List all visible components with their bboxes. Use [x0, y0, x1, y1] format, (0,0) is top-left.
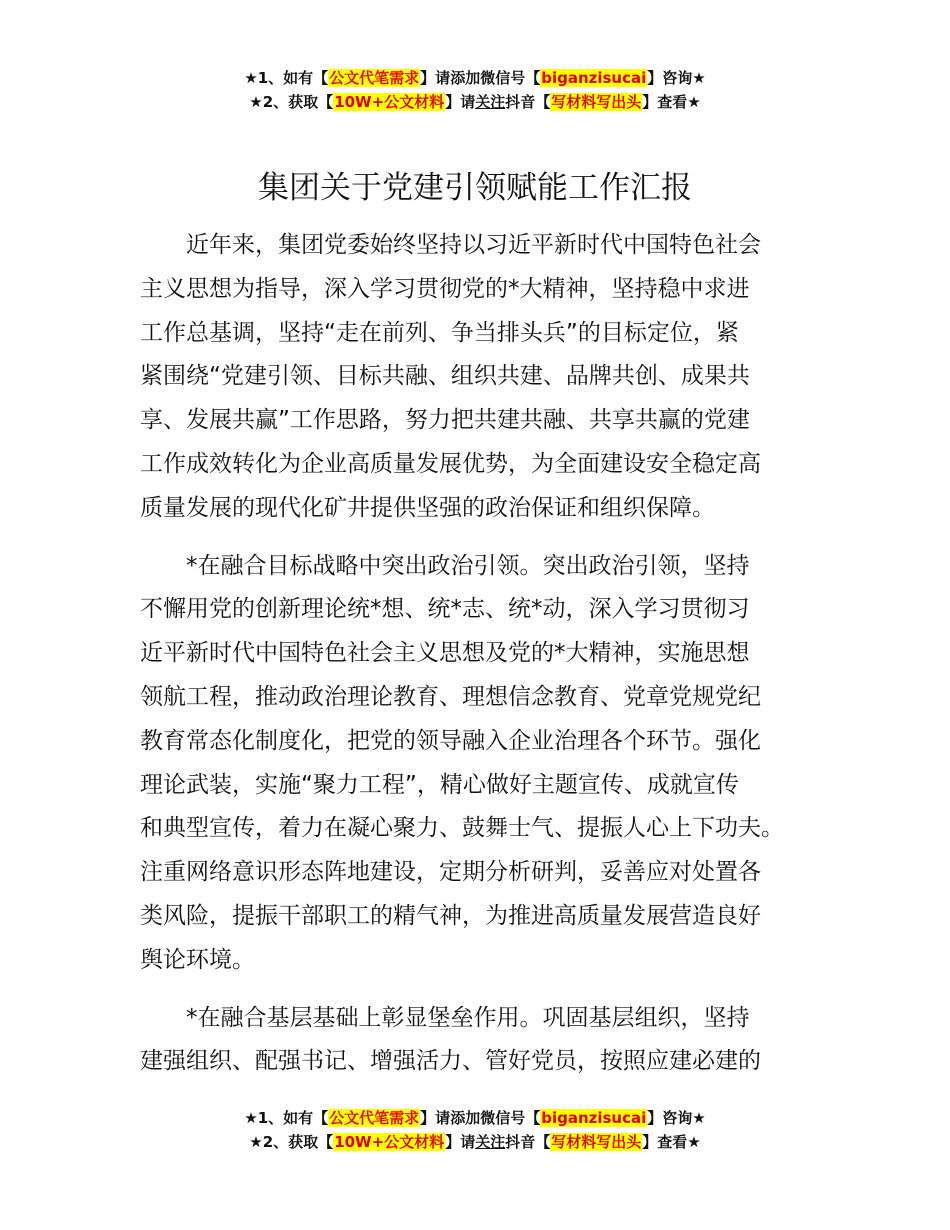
footer-line-2-middle-2: 抖音【	[505, 1133, 551, 1151]
paragraph-line: *在融合目标战略中突出政治引领。突出政治引领，坚持	[186, 552, 750, 579]
paragraph-line: 舆论环境。	[140, 946, 255, 973]
paragraph-line: 建强组织、配强书记、增强活力、管好党员，按照应建必建的	[140, 1048, 761, 1075]
paragraph-line: 理论武装，实施“聚力工程”，精心做好主题宣传、成就宣传	[140, 771, 739, 798]
footer-highlight-wechat-id: biganzisucai	[541, 1109, 647, 1127]
paragraph-political-leadership	[140, 545, 820, 983]
header-line-1-suffix: 】咨询★	[647, 69, 706, 87]
paragraph-line: 近平新时代中国特色社会主义思想及党的*大精神，实施思想	[140, 640, 750, 667]
header-line-2-middle-2: 抖音【	[505, 93, 551, 111]
header-line-1-middle: 】请	[420, 69, 451, 87]
paragraph-line: 类风险，提振干部职工的精气神，为推进高质量发展营造良好	[140, 902, 761, 929]
footer-line-1-middle: 】请	[420, 1109, 451, 1127]
footer-line-1-middle-2: 微信号【	[480, 1109, 541, 1127]
footer-highlight-douyin: 写材料写出头	[551, 1133, 642, 1151]
header-highlight-douyin: 写材料写出头	[551, 93, 642, 111]
header-line-2-underlined: 关注	[475, 93, 506, 111]
paragraph-line: 和典型宣传，着力在凝心聚力、鼓舞士气、提振人心上下功夫。	[140, 815, 784, 842]
header-line-2-prefix: ★2、获取【	[249, 93, 334, 111]
header-highlight-materials: 10W+公文材料	[334, 93, 445, 111]
header-line-1-middle-2: 微信号【	[480, 69, 541, 87]
footer-line-2-suffix: 】查看★	[642, 1133, 701, 1151]
document-body	[140, 224, 820, 1098]
paragraph-line: 教育常态化制度化，把党的领导融入企业治理各个环节。强化	[140, 727, 761, 754]
header-banner	[0, 66, 950, 114]
paragraph-line: 质量发展的现代化矿井提供坚强的政治保证和组织保障。	[140, 494, 715, 521]
paragraph-line: 紧围绕“党建引领、目标共融、组织共建、品牌共创、成果共	[140, 363, 750, 390]
paragraph-intro	[140, 224, 820, 531]
header-line-1-bold-word: 添加	[450, 69, 481, 87]
footer-line-2	[0, 1130, 950, 1154]
header-line-2-suffix: 】查看★	[642, 93, 701, 111]
header-line-2	[0, 90, 950, 114]
paragraph-line: 工作总基调，坚持“走在前列、争当排头兵”的目标定位，紧	[140, 319, 739, 346]
header-highlight-ghostwriting: 公文代笔需求	[329, 69, 420, 87]
header-line-1	[0, 66, 950, 90]
footer-highlight-materials: 10W+公文材料	[334, 1133, 445, 1151]
paragraph-line: 不懈用党的创新理论统*想、统*志、统*动，深入学习贯彻习	[140, 596, 750, 623]
document-title: 集团关于党建引领赋能工作汇报	[258, 170, 692, 206]
paragraph-line: 享、发展共赢”工作思路，努力把共建共融、共享共赢的党建	[140, 407, 750, 434]
footer-line-2-middle: 】请	[445, 1133, 476, 1151]
footer-highlight-ghostwriting: 公文代笔需求	[329, 1109, 420, 1127]
header-line-2-middle: 】请	[445, 93, 476, 111]
header-line-1-prefix: ★1、如有【	[244, 69, 329, 87]
paragraph-grassroots	[140, 997, 820, 1085]
footer-line-1-bold-word: 添加	[450, 1109, 481, 1127]
footer-line-1-suffix: 】咨询★	[647, 1109, 706, 1127]
paragraph-line: 注重网络意识形态阵地建设，定期分析研判，妥善应对处置各	[140, 859, 761, 886]
paragraph-line: 近年来，集团党委始终坚持以习近平新时代中国特色社会	[186, 232, 761, 258]
paragraph-line: 主义思想为指导，深入学习贯彻党的*大精神，坚持稳中求进	[140, 275, 750, 302]
footer-line-1	[0, 1106, 950, 1130]
header-highlight-wechat-id: biganzisucai	[541, 69, 647, 87]
footer-line-2-prefix: ★2、获取【	[249, 1133, 334, 1151]
footer-line-2-underlined: 关注	[475, 1133, 506, 1151]
footer-banner	[0, 1106, 950, 1154]
paragraph-line: 领航工程，推动政治理论教育、理想信念教育、党章党规党纪	[140, 683, 761, 710]
paragraph-line: *在融合基层基础上彰显堡垒作用。巩固基层组织，坚持	[186, 1004, 750, 1031]
footer-line-1-prefix: ★1、如有【	[244, 1109, 329, 1127]
paragraph-line: 工作成效转化为企业高质量发展优势，为全面建设安全稳定高	[140, 450, 761, 477]
